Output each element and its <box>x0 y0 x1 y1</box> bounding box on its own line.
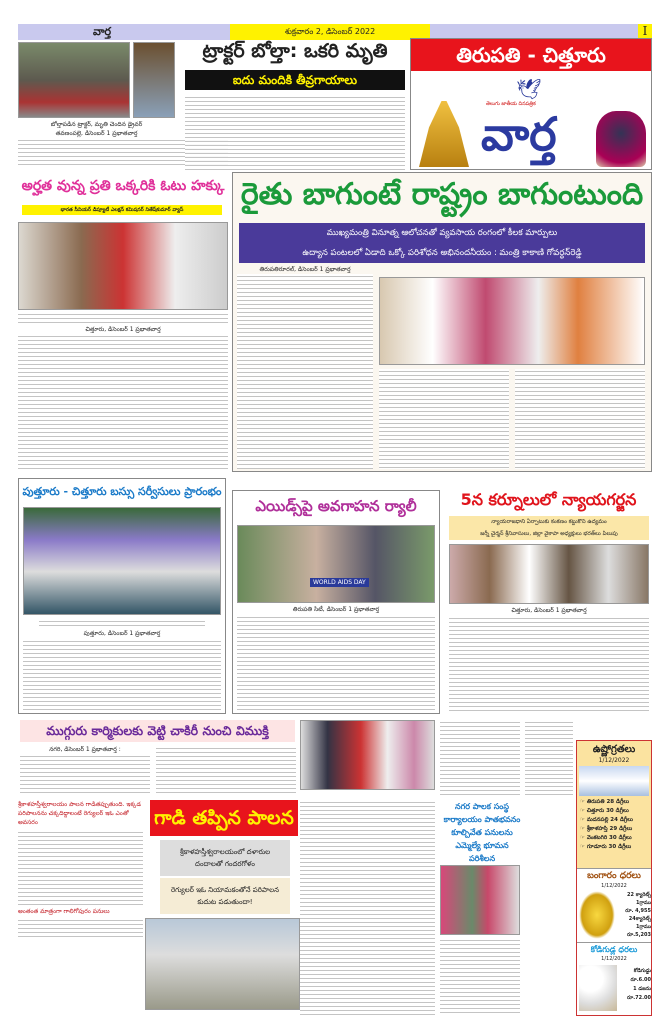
bus-story <box>18 478 226 714</box>
temple-body-1 <box>18 830 143 905</box>
labour-body-3 <box>300 792 435 794</box>
egg-unit-label: కోడిగుడ్డు <box>633 968 651 974</box>
farmer-subhead-bar <box>239 223 645 263</box>
gold-title: బంగారం ధరలు <box>587 871 641 881</box>
temple-subhead: అంతంత మాత్రంగా గాలిగోపురం పనులు <box>18 908 110 915</box>
temple-body-2 <box>18 918 143 940</box>
justice-subhead-box <box>449 516 649 540</box>
egg-dozen-label: 1 డజను <box>633 986 651 992</box>
weather-item: ☞ వెంకటగిరి 30 డిగ్రీలు <box>580 835 632 841</box>
farmer-photo <box>379 277 645 365</box>
vote-subhead: భారత సీనియర్ డిప్యూటీ ఎలక్షన్ కమిషనర్ నితేష్‌కుమార్ వ్యాస్ <box>22 205 222 215</box>
justice-continued <box>440 720 520 795</box>
victim-photo <box>133 42 175 118</box>
weather-item: ☞ గూడూరు 30 డిగ్రీలు <box>580 844 632 850</box>
justice-photo <box>449 544 649 604</box>
vote-photo <box>18 222 228 310</box>
vote-dateline: చిత్తూరు, డిసెంబర్ 1 ప్రభాతవార్త <box>85 326 161 333</box>
tractor-text <box>185 95 405 170</box>
tractor-headline: ట్రాక్టర్ బోల్తా: ఒకరి మృతి <box>202 40 388 62</box>
egg-dozen-price: రూ.72.00 <box>626 995 651 1001</box>
issue-date: శుక్రవారం 2, డిసెంబర్ 2022 <box>230 24 430 40</box>
justice-body <box>449 616 649 712</box>
farmer-body-3 <box>515 369 645 469</box>
bus-body <box>23 639 221 711</box>
deity-image <box>596 111 646 167</box>
vote-headline: అర్హత వున్న ప్రతి ఒక్కరికి ఓటు హక్కు <box>21 178 225 194</box>
aids-headline: ఎయిడ్స్‌పై అవగాహన ర్యాలీ <box>255 497 417 515</box>
labour-body-2 <box>156 746 296 794</box>
gold-box <box>577 868 651 942</box>
egg-unit-price: రూ.6.00 <box>630 977 651 983</box>
tractor-caption: బోల్తాపడిన ట్రాక్టర్, మృతి చెందిన డ్రైవర్ <box>50 121 143 128</box>
justice-subhead-1: న్యాయరాజధాని ఏర్పాటుకు కంకణం కట్టుకొని ఉద్యమం <box>491 519 607 525</box>
justice-dateline: చిత్తూరు, డిసెంబర్ 1 ప్రభాతవార్త <box>511 607 587 614</box>
farmer-headline: రైతు బాగుంటే రాష్ట్రం బాగుంటుంది <box>240 177 644 212</box>
edition-tagline: తెలుగు జాతీయ దినపత్రిక <box>486 101 536 107</box>
temple-box-1: శ్రీకాళహస్తీశ్వరాలయంలో దళారుల దందాలతో గందరగోళం <box>160 840 290 876</box>
aids-photo <box>237 525 435 603</box>
temple-body-3 <box>300 800 435 1016</box>
egg-prices <box>617 967 651 1003</box>
farmer-story <box>232 172 652 472</box>
gold-jewellery-image <box>579 891 615 939</box>
gold-22-label: 22 క్యారెట్స్ <box>627 892 651 898</box>
gold-date: 1/12/2022 <box>601 883 627 889</box>
bus-photo <box>23 507 221 615</box>
edition-logo: వార్త <box>481 107 557 161</box>
labour-body-1 <box>20 754 150 794</box>
weather-image <box>579 766 649 796</box>
bus-headline: పుత్తూరు - చిత్తూరు బస్సు సర్వీసులు ప్రారంభం <box>22 485 222 498</box>
aids-story <box>232 490 440 714</box>
tractor-dateline: తవణంపల్లె, డిసెంబర్ 1 ప్రభాతవార్త <box>55 130 138 137</box>
temple-box-2: రెగ్యులర్ ఇఓ నియామకంతోనే పరిపాలన కుదుట పడుతుందా! <box>160 878 290 914</box>
labour-photo <box>300 720 435 790</box>
municipal-headline: నగర పాలక సంస్థ కార్యాలయం పాతభవనం కూల్చివేత పనులను ఎమ్మెల్యే భూమన పరిశీలన <box>443 802 521 863</box>
aids-body <box>237 615 435 711</box>
farmer-body-2 <box>379 369 509 469</box>
egg-box <box>577 942 651 1015</box>
bus-dateline: పుత్తూరు, డిసెంబర్ 1 ప్రభాతవార్త <box>83 630 161 637</box>
weather-item: ☞ శ్రీకాళహస్తి 29 డిగ్రీలు <box>580 826 633 832</box>
municipal-photo <box>440 865 520 935</box>
gold-24-label: 24క్యారెట్స్ <box>628 916 651 922</box>
edition-title: తిరుపతి - చిత్తూరు <box>411 39 651 71</box>
gold-22-unit: 1గ్రాము <box>636 900 651 906</box>
bus-caption <box>39 619 205 627</box>
sidebar-adjacent-text <box>525 720 573 795</box>
justice-subhead-2: జర్నీ చైర్మన్ శ్రీనివాసులు, జిల్లా వైకాపా అధ్యక్షులు భరత్‌లు పిలుపు <box>480 531 618 537</box>
weather-list <box>577 798 651 852</box>
dove-icon: 🕊 <box>516 77 542 101</box>
gold-22-price: రూ. 4,955 <box>625 908 651 914</box>
aids-banner: WORLD AIDS DAY <box>310 578 369 587</box>
egg-title: కోడిగుడ్ల ధరలు <box>590 945 638 954</box>
farmer-subhead-2: ఉద్యాన పంటలలో ఏడాది ఒక్కో పరిశోధన అభినందనీయం : మంత్రి కాకాణి గోవర్ధన్‌రెడ్డి <box>302 248 582 258</box>
municipal-body <box>440 938 520 1016</box>
justice-story <box>445 490 652 714</box>
aids-dateline: తిరుపతి సిటీ, డిసెంబర్ 1 ప్రభాతవార్త <box>292 606 380 613</box>
weather-item: ☞ చిత్తూరు 30 డిగ్రీలు <box>580 808 629 814</box>
gold-24-unit: 1గ్రాము <box>636 924 651 930</box>
labour-dateline: నగరి, డిసెంబర్ 1 ప్రభాతవార్త : <box>49 746 121 753</box>
page-number: I <box>638 24 652 40</box>
justice-headline: 5న కర్నూలులో న్యాయగర్జన <box>460 490 637 509</box>
tractor-subhead: ఐదు మందికి తీవ్రగాయాలు <box>185 70 405 90</box>
temple-lead: శ్రీకాళహస్తీశ్వరాలయం పాలన గాడితప్పుతుంది. ఇక్కడ పరిపాలనను చక్కదిద్దాలంటే రెగ్యులర్ ఇఓ ఎంతో అవసరం <box>18 801 141 826</box>
tractor-photo <box>18 42 130 118</box>
paper-name: వార్త <box>93 25 112 38</box>
eggs-image <box>579 965 617 1011</box>
egg-date: 1/12/2022 <box>601 956 627 962</box>
temple-photo <box>145 918 300 1010</box>
edition-masthead <box>410 38 652 170</box>
gold-24-price: రూ.5,203 <box>626 932 651 938</box>
farmer-dateline: తిరుపతిరూరల్, డిసెంబర్ 1 ప్రభాతవార్త <box>259 266 351 273</box>
vote-body <box>18 334 228 470</box>
info-sidebar <box>576 740 652 1016</box>
farmer-body-1 <box>237 274 373 469</box>
weather-box <box>577 741 651 868</box>
temple-headline: గాడి తప్పిన పాలన <box>150 800 298 836</box>
weather-item: ☞ తిరుపతి 28 డిగ్రీలు <box>580 799 630 805</box>
weather-item: ☞ మదనపల్లి 24 డిగ్రీలు <box>580 817 633 823</box>
vote-caption <box>18 312 228 324</box>
gold-prices <box>615 891 651 939</box>
temple-gopuram-image <box>419 101 469 167</box>
weather-title: ఉష్ణోగ్రతలు <box>592 744 636 755</box>
farmer-subhead-1: ముఖ్యమంత్రి వినూత్న ఆలోచనతో వ్యవసాయ రంగంలో కీలక మార్పులు <box>326 228 558 238</box>
labour-headline: ముగ్గురు కార్మికులకు వెట్టి చాకిరీ నుంచి విముక్తి <box>20 720 295 742</box>
weather-date: 1/12/2022 <box>598 757 630 764</box>
